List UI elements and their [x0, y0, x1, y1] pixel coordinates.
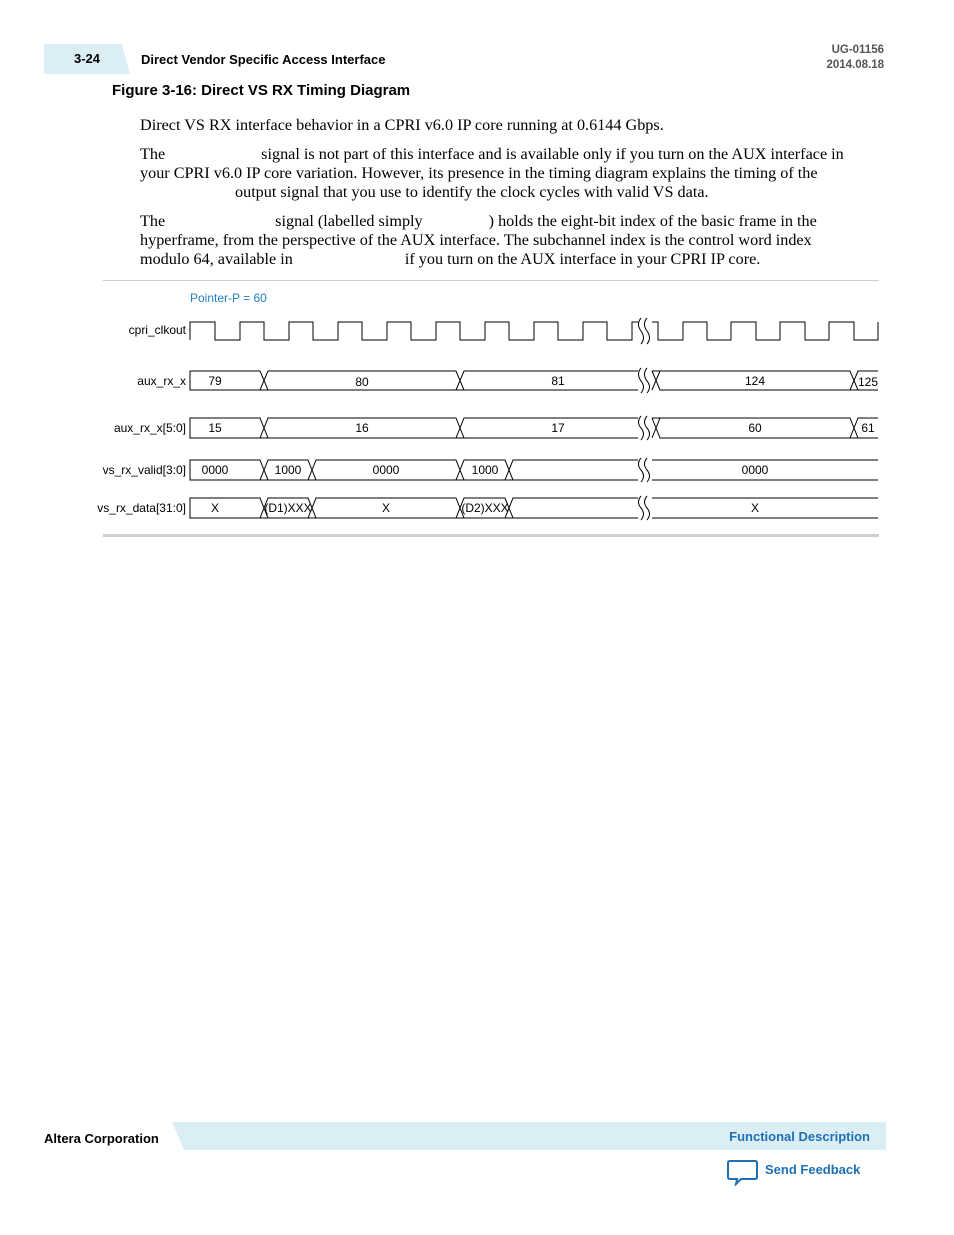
timing-diagram [0, 0, 954, 560]
functional-description-link[interactable]: Functional Description [729, 1129, 870, 1144]
aux-rx-x-value-1: 80 [355, 375, 369, 389]
signal-label-vs-rx-data: vs_rx_data[31:0] [97, 501, 186, 515]
paragraph-1: Direct VS RX interface behavior in a CPRI v6.0 IP core running at 0.6144 Gbps. [140, 116, 664, 134]
aux-rx-x-5-0-value-4: 61 [861, 421, 875, 435]
p2-end: output signal that you use to identify the clock cycles with valid VS data. [235, 183, 709, 201]
aux-rx-x-value-4: 125 [857, 375, 879, 389]
aux-rx-x-5-0-value-3: 60 [748, 421, 762, 435]
clock-waveform [190, 322, 878, 340]
aux-rx-x-5-0-value-1: 16 [355, 421, 369, 435]
vs-rx-data-value-4: X [750, 501, 760, 515]
vs-rx-data-value-0: X [210, 501, 220, 515]
page-number: 3-24 [74, 51, 101, 66]
aux-rx-x-5-0-value-0: 15 [208, 421, 222, 435]
aux-rx-x-5-0-bus [190, 418, 878, 438]
figure-title: Figure 3-16: Direct VS RX Timing Diagram [112, 82, 411, 99]
vs-rx-valid-value-0: 0000 [201, 463, 229, 477]
p3-end: if you turn on the AUX interface in your CPRI IP core. [404, 250, 761, 268]
send-feedback-link[interactable]: Send Feedback [765, 1162, 861, 1177]
speech-bubble-icon[interactable] [727, 1158, 759, 1186]
p3-middle: signal (labelled simply [275, 212, 423, 230]
signal-label-aux-rx-x-5-0: aux_rx_x[5:0] [113, 421, 186, 435]
signal-label-clk: cpri_clkout [128, 323, 186, 337]
vs-rx-data-value-1: (D1)XXX [264, 501, 312, 515]
p3-start: The [140, 212, 166, 230]
p2-start: The [140, 145, 166, 163]
vs-rx-valid-value-4: 0000 [741, 463, 769, 477]
vs-rx-data-value-3: (D2)XXX [461, 501, 509, 515]
diagram-bottom-rule [103, 534, 879, 537]
aux-rx-x-value-2: 81 [551, 374, 565, 388]
section-title: Direct Vendor Specific Access Interface [141, 52, 386, 67]
aux-rx-x-5-0-value-2: 17 [551, 421, 565, 435]
company-name: Altera Corporation [44, 1131, 159, 1146]
aux-rx-x-bus [190, 371, 878, 390]
p3-continued: ) holds the eight-bit index of the basic frame in the hyperframe, from the perspective of the AUX interface. The subchannel index is the control word index modulo 64, available in [140, 212, 817, 268]
document-code: UG-01156 [831, 44, 884, 56]
vs-rx-valid-value-3: 1000 [471, 463, 499, 477]
time-break-marks [639, 318, 650, 520]
aux-rx-x-value-0: 79 [208, 374, 222, 388]
vs-rx-valid-value-2: 0000 [372, 463, 400, 477]
aux-rx-x-value-3: 124 [744, 374, 766, 388]
vs-rx-valid-value-1: 1000 [274, 463, 302, 477]
signal-label-aux-rx-x: aux_rx_x [137, 374, 186, 388]
document-date: 2014.08.18 [826, 59, 884, 71]
signal-label-vs-rx-valid: vs_rx_valid[3:0] [102, 463, 186, 477]
p2-middle: signal is not part of this interface and is available only if you turn on the AUX interface in your CPRI v6.0 IP core variation. However, its presence in the timing diagram explains the timing of the [140, 145, 844, 182]
vs-rx-data-value-2: X [381, 501, 391, 515]
pointer-label: Pointer-P = 60 [190, 291, 267, 305]
